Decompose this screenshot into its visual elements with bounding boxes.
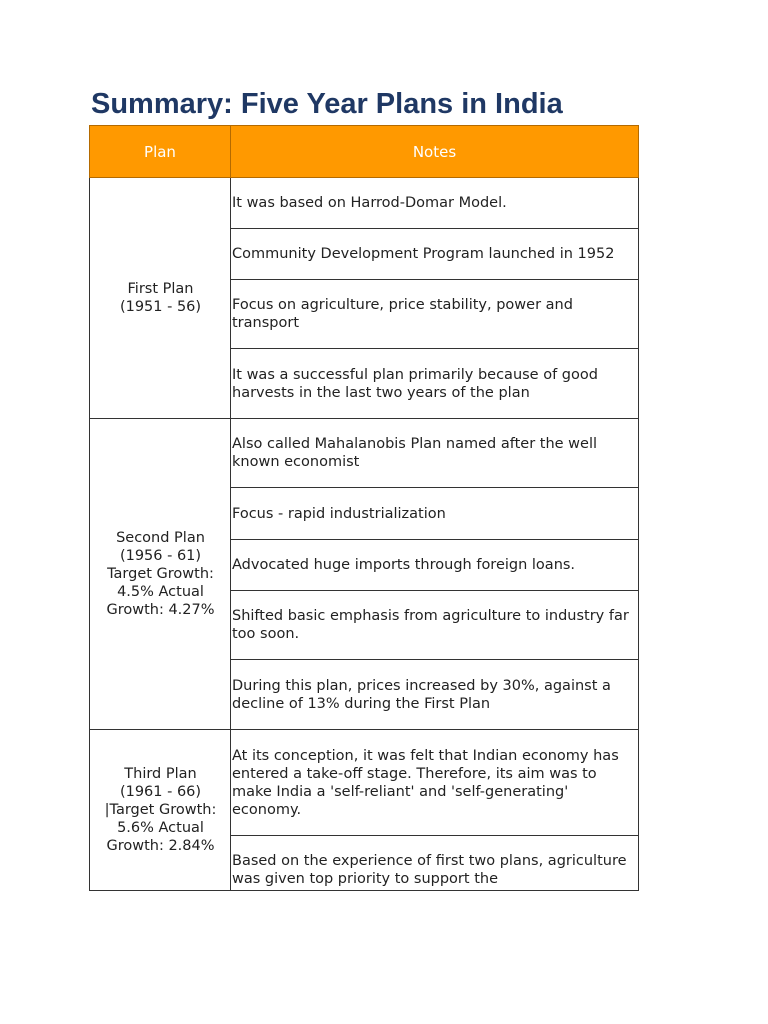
note-text: During this plan, prices increased by 30%, against a decline of 13% during the First Plan <box>232 677 611 712</box>
plan-line: First Plan <box>127 281 194 297</box>
note-text: Also called Mahalanobis Plan named after the well known economist <box>232 436 598 470</box>
plan-line: Third Plan <box>124 766 197 782</box>
plan-line: 5.6% Actual <box>117 820 204 836</box>
plan-cell-first <box>90 178 231 419</box>
plan-cell-second <box>90 419 231 730</box>
note-text: Advocated huge imports through foreign loans. <box>232 557 576 573</box>
plan-line: Growth: 4.27% <box>106 602 215 618</box>
table-row <box>90 730 639 836</box>
note-cell <box>231 178 639 229</box>
plan-column-header: Plan <box>90 126 231 178</box>
table-row <box>90 178 639 229</box>
plan-line: Target Growth: <box>107 566 214 582</box>
note-text: Community Development Program launched in 1952 <box>232 246 615 262</box>
plan-line: (1956 - 61) <box>119 548 202 564</box>
note-cell <box>231 229 639 280</box>
page-title: Summary: Five Year Plans in India <box>91 88 563 120</box>
note-cell <box>231 280 639 349</box>
note-cell <box>231 540 639 591</box>
table-header-row <box>90 126 639 178</box>
plan-line: Growth: 2.84% <box>106 838 215 854</box>
plan-line: 4.5% Actual <box>117 584 204 600</box>
notes-column-header: Notes <box>231 126 639 178</box>
plan-cell-third <box>90 730 231 891</box>
note-text: It was based on Harrod-Domar Model. <box>232 195 507 211</box>
note-cell <box>231 836 639 891</box>
note-text: Focus - rapid industrialization <box>232 505 446 522</box>
note-cell <box>231 730 639 836</box>
note-cell <box>231 419 639 488</box>
table-row <box>90 419 639 488</box>
five-year-plans-table <box>89 125 639 891</box>
plan-line: (1961 - 66) <box>119 784 202 800</box>
note-cell <box>231 660 639 730</box>
note-cell <box>231 591 639 660</box>
note-text: It was a successful plan primarily because of good harvests in the last two years of the plan <box>232 366 598 401</box>
note-text: Based on the experience of first two plans, agriculture was given top priority to support the <box>232 853 627 887</box>
note-text: Focus on agriculture, price stability, power and transport <box>232 297 573 331</box>
note-cell <box>231 488 639 540</box>
plan-line: Second Plan <box>116 530 205 546</box>
note-text: At its conception, it was felt that Indian economy has entered a take-off stage. Therefore, its aim was to make India a 'self-reliant' and 'self-generating' economy. <box>232 747 619 818</box>
plan-line: (1951 - 56) <box>119 299 202 315</box>
note-text: Shifted basic emphasis from agriculture to industry far too soon. <box>232 608 629 642</box>
note-cell <box>231 349 639 419</box>
plan-line: |Target Growth: <box>104 802 217 818</box>
